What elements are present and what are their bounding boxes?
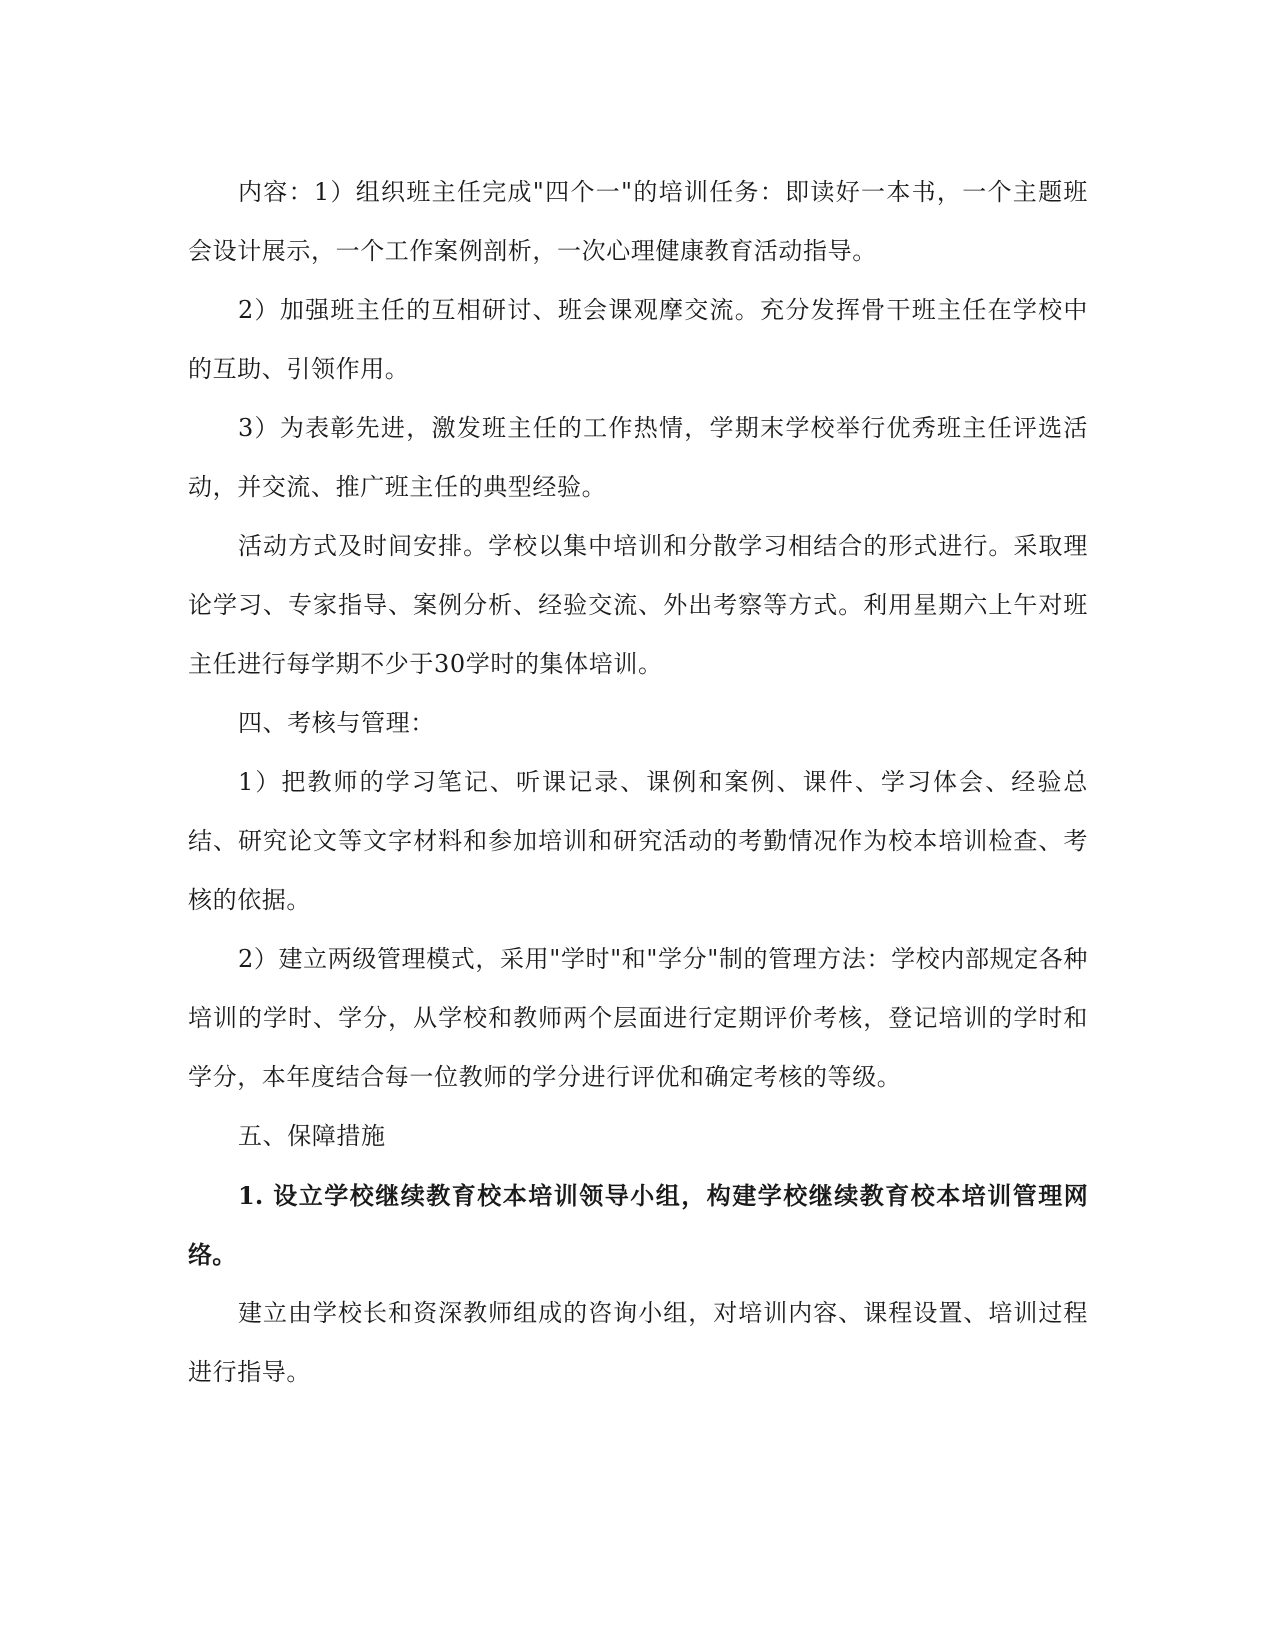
paragraph-credit-system: 2）建立两级管理模式，采用"学时"和"学分"制的管理方法：学校内部规定各种培训的学时、学分，从学校和教师两个层面进行定期评价考核，登记培训的学时和学分，本年度结合每一位教师的学分进行评优和确定考核的等级。 [188,945,1088,1091]
paragraph-mutual-research: 2）加强班主任的互相研讨、班会课观摩交流。充分发挥骨干班主任在学校中的互助、引领作用。 [188,296,1088,383]
paragraph-class-teacher-tasks: 内容：1）组织班主任完成"四个一"的培训任务：即读好一本书，一个主题班会设计展示，一个工作案例剖析，一次心理健康教育活动指导。 [188,178,1088,265]
paragraph-assessment-basis: 1）把教师的学习笔记、听课记录、课例和案例、课件、学习体会、经验总结、研究论文等文字材料和参加培训和研究活动的考勤情况作为校本培训检查、考核的依据。 [188,768,1088,914]
document-body [188,163,1088,1402]
paragraph-activity-schedule: 活动方式及时间安排。学校以集中培训和分散学习相结合的形式进行。采取理论学习、专家指导、案例分析、经验交流、外出考察等方式。利用星期六上午对班主任进行每学期不少于30学时的集体培训。 [188,532,1088,678]
section-heading-safeguards: 五、保障措施 [238,1122,386,1150]
subheading-leadership-group: 1. 设立学校继续教育校本培训领导小组，构建学校继续教育校本培训管理网络。 [188,1181,1088,1269]
paragraph-commendation: 3）为表彰先进，激发班主任的工作热情，学期末学校举行优秀班主任评选活动，并交流、推广班主任的典型经验。 [188,414,1088,501]
paragraph-advisory-group: 建立由学校长和资深教师组成的咨询小组，对培训内容、课程设置、培训过程进行指导。 [188,1299,1088,1386]
section-heading-assessment: 四、考核与管理： [238,709,435,737]
